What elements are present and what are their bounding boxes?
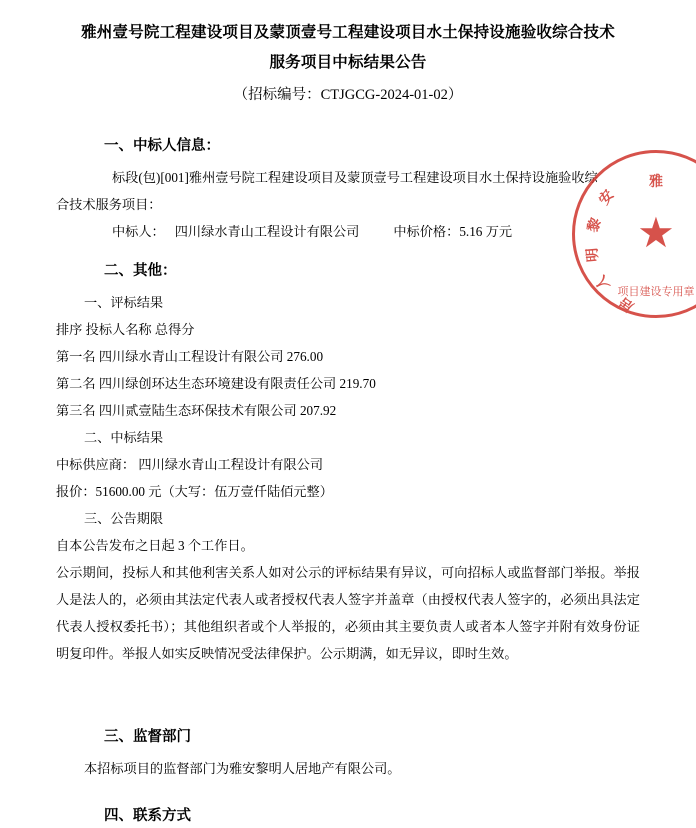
section-heading-contact: 四、联系方式 — [104, 808, 191, 824]
lot-description-line2: 合技术服务项目： — [56, 197, 162, 212]
winning-supplier-line: 中标供应商： 四川绿水青山工程设计有限公司 — [56, 457, 324, 472]
seal-char: 明 — [585, 247, 602, 263]
page-title-line1: 雅州壹号院工程建设项目及蒙顶壹号工程建设项目水土保持设施验收综合技术 — [81, 24, 615, 41]
objection-notice-paragraph: 公示期间，投标人和其他利害关系人如对公示的评标结果有异议，可向招标人或监督部门举报。举报人是法人的，必须由其法定代表人或者授权代表人签字并盖章（由授权代表人签字的，必须出具法定代表人授权委托书）；其他组织者或个人举报的，必须由其主要负责人或者本人签字并附有效身份证明复印件。举报人如实反映情况受法律保护。公示期满，如无异议，即时生效。 — [56, 565, 640, 661]
red-company-seal-stamp — [572, 150, 696, 318]
subsection-heading-evaluation-result: 一、评标结果 — [84, 295, 164, 310]
price-label: 中标价格： — [393, 224, 460, 239]
winner-label: 中标人： — [112, 224, 165, 239]
result-row-third: 第三名 四川贰壹陆生态环保技术有限公司 207.92 — [56, 403, 337, 418]
lot-description-line1: 标段(包)[001]雅州壹号院工程建设项目及蒙顶壹号工程建设项目水土保持设施验收综 — [112, 170, 598, 185]
seal-char: 雅 — [649, 175, 663, 190]
seal-char: 居 — [616, 293, 637, 314]
subsection-heading-announcement-period: 三、公告期限 — [84, 511, 164, 526]
winner-name-value: 四川绿水青山工程设计有限公司 — [174, 224, 360, 239]
section-heading-supervision: 三、监督部门 — [104, 729, 191, 745]
result-table-header: 排序 投标人名称 总得分 — [56, 322, 195, 337]
quote-amount-line: 报价：51600.00 元（大写：伍万壹仟陆佰元整） — [56, 484, 333, 499]
winner-row — [56, 218, 640, 245]
page-title-line2: 服务项目中标结果公告 — [269, 54, 427, 71]
seal-char: 黎 — [585, 216, 605, 235]
section-heading-other: 二、其他： — [104, 263, 177, 279]
result-row-second: 第二名 四川绿创环达生态环境建设有限责任公司 219.70 — [56, 376, 376, 391]
seal-star-icon: ★ — [637, 211, 675, 257]
spacer — [56, 667, 640, 725]
seal-char: 安 — [596, 187, 618, 209]
page-title — [56, 18, 640, 78]
announcement-period-line: 自本公告发布之日起 3 个工作日。 — [56, 538, 254, 553]
price-value: 5.16 万元 — [459, 224, 513, 239]
seal-char: 人 — [593, 272, 614, 293]
result-row-first: 第一名 四川绿水青山工程设计有限公司 276.00 — [56, 349, 324, 364]
section-heading-winner-info: 一、中标人信息： — [104, 138, 220, 154]
tender-number-subtitle: （招标编号：CTJGCG-2024-01-02） — [233, 87, 463, 103]
seal-bottom-text: 项目建设专用章 — [617, 286, 695, 298]
subsection-heading-award-result: 二、中标结果 — [84, 430, 164, 445]
supervision-department-text: 本招标项目的监督部门为雅安黎明人居地产有限公司。 — [84, 761, 401, 776]
